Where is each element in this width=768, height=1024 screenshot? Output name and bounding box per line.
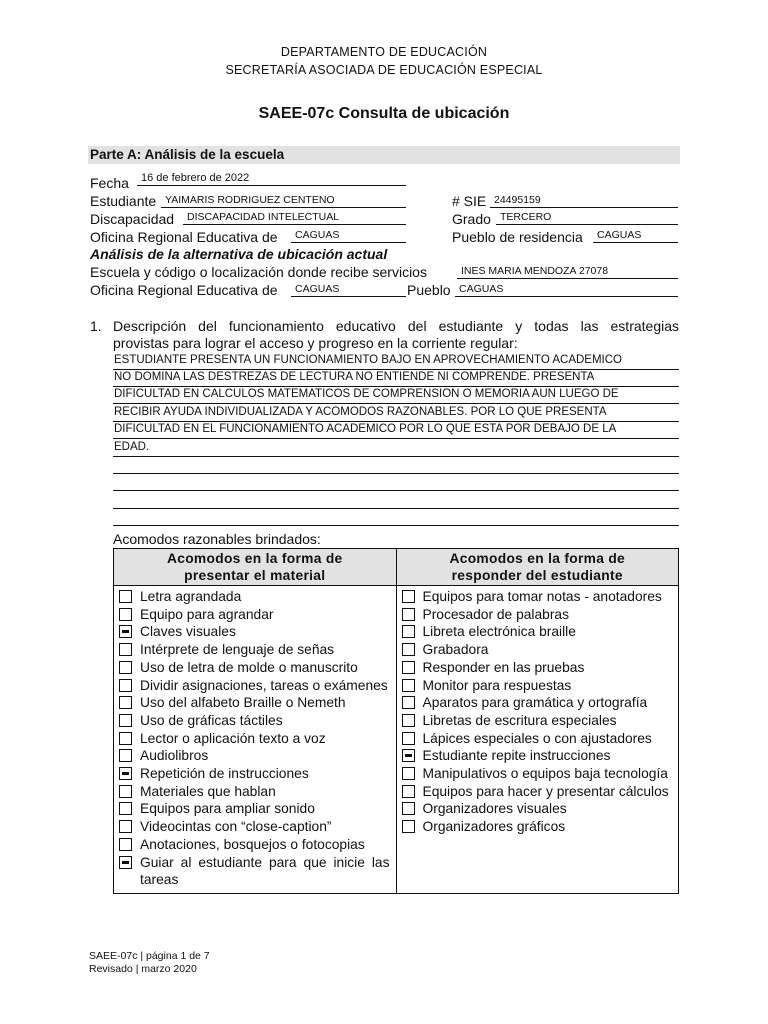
oficina-label: Oficina Regional Educativa de xyxy=(90,229,278,245)
checkbox-label: Guiar al estudiante para que inicie las tareas xyxy=(140,854,390,888)
checkbox-label: Videocintas con “close-caption” xyxy=(140,819,332,835)
grado-label: Grado xyxy=(452,211,491,227)
checkbox-item[interactable] xyxy=(402,623,673,641)
checkbox-icon[interactable] xyxy=(402,590,415,603)
sie-label: # SIE xyxy=(452,193,487,209)
checkbox-icon[interactable] xyxy=(119,643,132,656)
checkbox-item[interactable] xyxy=(402,730,673,748)
checkbox-label: Procesador de palabras xyxy=(422,606,569,622)
answer-line[interactable]: EDAD. xyxy=(113,440,679,457)
analisis-heading: Análisis de la alternativa de ubicación actual xyxy=(90,246,388,262)
pueblo-field[interactable]: CAGUAS xyxy=(455,283,678,297)
pueblo-label: Pueblo xyxy=(407,282,451,298)
checkbox-label: Intérprete de lenguaje de señas xyxy=(140,642,335,658)
checkbox-item[interactable] xyxy=(402,606,673,624)
document-title: SAEE-07c Consulta de ubicación xyxy=(258,105,510,122)
checkbox-label: Letra agrandada xyxy=(140,589,242,604)
checkbox-item[interactable] xyxy=(119,818,390,836)
checkbox-icon[interactable] xyxy=(402,608,415,621)
col2-header: Acomodos en la forma de responder del estudiante xyxy=(396,549,679,586)
acomodos-table xyxy=(113,548,679,894)
checkbox-label: Organizadores visuales xyxy=(422,801,567,817)
secretariat-name: SECRETARÍA ASOCIADA DE EDUCACIÓN ESPECIAL xyxy=(225,63,543,77)
col1-items xyxy=(114,586,397,894)
checkbox-item[interactable] xyxy=(119,730,390,748)
checkbox-icon[interactable] xyxy=(119,820,132,833)
checkbox-icon[interactable] xyxy=(119,696,132,709)
pueblo-residencia-label: Pueblo de residencia xyxy=(452,229,583,245)
checkbox-item[interactable] xyxy=(402,588,673,606)
checked-checkbox-icon[interactable] xyxy=(119,856,132,869)
answer-line[interactable] xyxy=(113,492,679,509)
answer-line[interactable]: RECIBIR AYUDA INDIVIDUALIZADA Y ACOMODOS RAZONABLES. POR LO QUE PRESENTA xyxy=(113,405,679,422)
checkbox-item[interactable] xyxy=(119,694,390,712)
discapacidad-field[interactable]: DISCAPACIDAD INTELECTUAL xyxy=(183,211,406,225)
checkbox-item[interactable] xyxy=(402,659,673,677)
checkbox-label: Estudiante repite instrucciones xyxy=(422,748,611,764)
checkbox-label: Libreta electrónica braille xyxy=(422,624,576,640)
checkbox-item[interactable] xyxy=(119,606,390,624)
checkbox-label: Monitor para respuestas xyxy=(422,677,572,693)
checkbox-icon[interactable] xyxy=(119,679,132,692)
checkbox-label: Equipos para hacer y presentar cálculos xyxy=(422,783,669,799)
checkbox-icon[interactable] xyxy=(119,590,132,603)
checkbox-item[interactable] xyxy=(119,623,390,641)
checkbox-item[interactable] xyxy=(402,765,673,783)
checkbox-item[interactable] xyxy=(402,712,673,730)
checkbox-item[interactable] xyxy=(119,712,390,730)
checkbox-label: Equipo para agrandar xyxy=(140,606,274,622)
col1-header: Acomodos en la forma de presentar el material xyxy=(114,549,397,586)
checkbox-label: Uso del alfabeto Braille o Nemeth xyxy=(140,695,346,711)
checkbox-label: Equipos para tomar notas - anotadores xyxy=(422,589,662,604)
checkbox-label: Grabadora xyxy=(422,642,489,658)
checkbox-item[interactable] xyxy=(119,765,390,783)
checkbox-item[interactable] xyxy=(119,800,390,818)
checked-checkbox-icon[interactable] xyxy=(119,767,132,780)
answer-line[interactable] xyxy=(113,474,679,491)
checkbox-icon[interactable] xyxy=(119,661,132,674)
checkbox-label: Lápices especiales o con ajustadores xyxy=(422,730,652,746)
checkbox-label: Lector o aplicación texto a voz xyxy=(140,730,326,746)
checkbox-label: Materiales que hablan xyxy=(140,783,276,799)
checkbox-item[interactable] xyxy=(402,677,673,695)
checkbox-label: Aparatos para gramática y ortografía xyxy=(422,695,648,711)
checkbox-icon[interactable] xyxy=(402,732,415,745)
checkbox-item[interactable] xyxy=(402,800,673,818)
footer-revision: Revisado | marzo 2020 xyxy=(89,963,197,975)
checkbox-icon[interactable] xyxy=(119,608,132,621)
checkbox-label: Uso de gráficas táctiles xyxy=(140,712,283,728)
checkbox-icon[interactable] xyxy=(119,732,132,745)
escuela-label: Escuela y código o localización donde recibe servicios xyxy=(90,264,427,280)
checkbox-label: Responder en las pruebas xyxy=(422,659,585,675)
checkbox-item[interactable] xyxy=(119,677,390,695)
checkbox-icon[interactable] xyxy=(119,838,132,851)
sie-field[interactable]: 24495159 xyxy=(490,194,678,208)
answer-line[interactable]: DIFICULTAD EN CALCULOS MATEMATICOS DE COMPRENSION O MEMORIA AUN LUEGO DE xyxy=(113,387,679,404)
checkbox-icon[interactable] xyxy=(402,785,415,798)
checkbox-label: Uso de letra de molde o manuscrito xyxy=(140,659,358,675)
checkbox-label: Claves visuales xyxy=(140,624,236,640)
question-1-text-line1: Descripción del funcionamiento educativo del estudiante y todas las estrategias xyxy=(113,318,679,334)
escuela-field[interactable]: INES MARIA MENDOZA 27078 xyxy=(457,265,678,279)
checkbox-label: Repetición de instrucciones xyxy=(140,766,309,782)
estudiante-label: Estudiante xyxy=(90,193,157,209)
checkbox-icon[interactable] xyxy=(402,643,415,656)
checked-checkbox-icon[interactable] xyxy=(402,749,415,762)
checkbox-icon[interactable] xyxy=(119,785,132,798)
checkbox-icon[interactable] xyxy=(402,625,415,638)
checkbox-icon[interactable] xyxy=(119,714,132,727)
checkbox-item[interactable] xyxy=(119,588,390,606)
fecha-label: Fecha xyxy=(90,175,129,191)
checkbox-label: Anotaciones, bosquejos o fotocopias xyxy=(140,836,365,852)
checkbox-item[interactable] xyxy=(119,659,390,677)
checkbox-icon[interactable] xyxy=(402,679,415,692)
discapacidad-label: Discapacidad xyxy=(90,211,175,227)
oficina-actual-field[interactable]: CAGUAS xyxy=(291,283,406,297)
checkbox-icon[interactable] xyxy=(402,820,415,833)
checkbox-icon[interactable] xyxy=(402,661,415,674)
acomodos-label: Acomodos razonables brindados: xyxy=(113,531,321,547)
checkbox-item[interactable] xyxy=(119,641,390,659)
footer-page-info: SAEE-07c | página 1 de 7 xyxy=(89,950,210,962)
checkbox-label: Organizadores gráficos xyxy=(422,819,566,835)
checkbox-item[interactable] xyxy=(119,854,390,889)
pueblo-residencia-field[interactable]: CAGUAS xyxy=(593,229,678,243)
checkbox-label: Manipulativos o equipos baja tecnología xyxy=(422,766,668,782)
checkbox-label: Audiolibros xyxy=(140,748,209,764)
checkbox-icon[interactable] xyxy=(402,802,415,815)
checkbox-icon[interactable] xyxy=(402,714,415,727)
checkbox-icon[interactable] xyxy=(119,749,132,762)
grado-field[interactable]: TERCERO xyxy=(496,211,678,225)
checkbox-item[interactable] xyxy=(402,818,673,836)
question-1-text-line2: provistas para lograr el acceso y progreso en la corriente regular: xyxy=(113,335,518,351)
checkbox-item[interactable] xyxy=(402,641,673,659)
checkbox-item[interactable] xyxy=(402,694,673,712)
oficina-actual-label: Oficina Regional Educativa de xyxy=(90,282,278,298)
checked-checkbox-icon[interactable] xyxy=(119,625,132,638)
checkbox-item[interactable] xyxy=(402,747,673,765)
oficina-field[interactable]: CAGUAS xyxy=(291,229,406,243)
checkbox-label: Dividir asignaciones, tareas o exámenes xyxy=(140,677,388,693)
checkbox-icon[interactable] xyxy=(402,696,415,709)
answer-line[interactable] xyxy=(113,457,679,474)
part-a-heading: Parte A: Análisis de la escuela xyxy=(88,146,680,164)
answer-line[interactable] xyxy=(113,509,679,526)
department-name: DEPARTAMENTO DE EDUCACIÓN xyxy=(280,45,488,59)
answer-line[interactable]: NO DOMINA LAS DESTREZAS DE LECTURA NO ENTIENDE NI COMPRENDE. PRESENTA xyxy=(113,370,679,387)
checkbox-item[interactable] xyxy=(119,747,390,765)
checkbox-item[interactable] xyxy=(402,783,673,801)
answer-line[interactable]: ESTUDIANTE PRESENTA UN FUNCIONAMIENTO BAJO EN APROVECHAMIENTO ACADEMICO xyxy=(113,353,679,370)
checkbox-label: Equipos para ampliar sonido xyxy=(140,801,315,817)
checkbox-icon[interactable] xyxy=(119,802,132,815)
checkbox-item[interactable] xyxy=(119,836,390,854)
checkbox-label: Libretas de escritura especiales xyxy=(422,712,617,728)
checkbox-item[interactable] xyxy=(119,783,390,801)
col2-items xyxy=(396,586,679,894)
checkbox-icon[interactable] xyxy=(402,767,415,780)
answer-line[interactable]: DIFICULTAD EN EL FUNCIONAMIENTO ACADEMICO POR LO QUE ESTA POR DEBAJO DE LA xyxy=(113,422,679,439)
question-1-number: 1. xyxy=(90,318,102,334)
fecha-field[interactable]: 16 de febrero de 2022 xyxy=(137,172,406,186)
estudiante-field[interactable]: YAIMARIS RODRIGUEZ CENTENO xyxy=(161,194,406,208)
